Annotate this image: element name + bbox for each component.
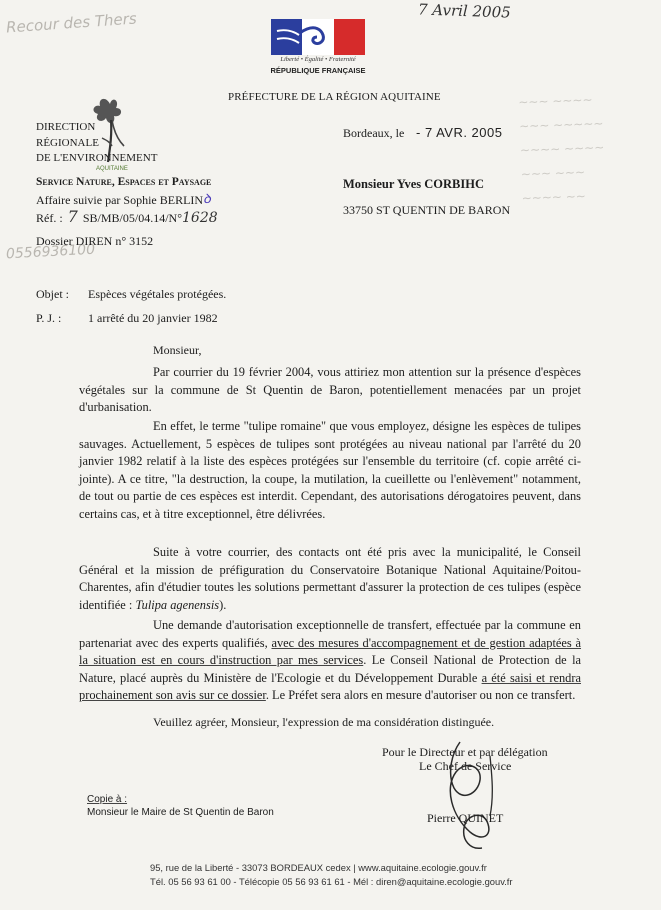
recipient-address: 33750 ST QUENTIN DE BARON <box>343 203 511 217</box>
handwritten-signature <box>430 736 530 856</box>
reference <box>36 207 218 226</box>
diren-region: AQUITAINE <box>96 166 128 172</box>
date-stamp: - 7 AVR. 2005 <box>416 125 503 140</box>
pencil-notes-right: ~~~ ~~~~ ~~~ ~~~~~ ~~~~ ~~~~ ~~~ ~~~ ~~~~ ~~ <box>518 92 605 206</box>
diren-name <box>36 120 157 167</box>
pj-value: 1 arrêté du 20 janvier 1982 <box>88 311 218 325</box>
republic-motto: Liberté • Égalité • Fraternité <box>280 56 356 63</box>
handwritten-date: 7 Avril 2005 <box>417 0 512 22</box>
ref-value: SB/MB/05/04.14/N° <box>82 211 183 225</box>
recipient-name: Monsieur Yves CORBIHC <box>343 177 484 191</box>
closing-formula: Veuillez agréer, Monsieur, l'expression de ma considération distinguée. <box>153 715 495 729</box>
signer-name: Pierre QUINET <box>427 811 504 825</box>
affaire-suivie: Affaire suivie par Sophie BERLIN <box>36 193 204 207</box>
salutation: Monsieur, <box>153 343 202 357</box>
prefecture-title: PRÉFECTURE DE LA RÉGION AQUITAINE <box>228 91 441 103</box>
footer-contact: Tél. 05 56 93 61 00 - Télécopie 05 56 93 61 61 - Mél : diren@aquitaine.ecologie.gouv.fr <box>150 876 513 887</box>
marianne-logo <box>271 19 365 55</box>
ref-label: Réf. : <box>36 211 63 225</box>
signature-line-2: Le Chef de Service <box>419 759 512 773</box>
species-name: Tulipa agenensis <box>135 597 220 612</box>
objet-label: Objet : <box>36 287 69 301</box>
copy-recipient: Monsieur le Maire de St Quentin de Baron <box>87 807 274 818</box>
footer-address: 95, rue de la Liberté - 33073 BORDEAUX cedex | www.aquitaine.ecologie.gouv.fr <box>150 862 487 873</box>
ref-handwritten-number: 1628 <box>182 210 218 226</box>
paragraph-4 <box>79 617 581 705</box>
paragraph-3 <box>79 544 581 614</box>
handwritten-slash-icon: 7 <box>67 207 78 226</box>
republic-label: RÉPUBLIQUE FRANÇAISE <box>270 66 366 75</box>
paragraph-1: Par courrier du 19 février 2004, vous attiriez mon attention sur la présence d'espèces végétales sur la commune de St Quentin de Baron, potentiellement menacées par un projet d'urbanisation. <box>79 365 581 415</box>
copy-label: Copie à : <box>87 794 128 805</box>
paragraph-4-part-b: . Le Conseil National de Protection de la Nature, placé auprès du Ministère de l'Ecologie et du Développement Durable <box>79 653 582 685</box>
paragraph-3-end: ). <box>219 597 227 612</box>
paragraph-2: En effet, le terme "tulipe romaine" que vous employez, désigne les espèces de tulipes sauvages. Actuellement, 5 espèces de tulipes sont protégées au niveau national par l'arrêté du 20 janvier 1982 relatif à la liste des espèces protégées sur l'ensemble du territoire (cf. copie arrêté ci-jointe). A ce titre, "la destruction, la coupe, la mutilation, la cueillette ou l'enlèvement" notamment, de tout ou partie de ces espèces est interdit. Cependant, des autorisations dérogatoires peuvent, dans certains cas, et à titre exceptionnel, être délivrées. <box>79 419 581 521</box>
handwritten-mark-icon: ꝺ <box>203 192 211 207</box>
paragraph-4-part-c: . Le Préfet sera alors en mesure d'autoriser ou non ce transfert. <box>265 688 576 703</box>
paragraph-4-part-a: Une demande d'autorisation exceptionnelle de transfert, effectuée par la commune en partenariat avec des experts qualifiés, <box>79 618 581 650</box>
paragraph-4-underlined-2: a été saisi et rendra prochainement son avis sur ce dossier <box>79 670 581 703</box>
marianne-flag-icon <box>271 19 365 55</box>
signature-scribble-icon <box>430 736 530 856</box>
objet-value: Espèces végétales protégées. <box>88 287 227 301</box>
dossier-number: Dossier DIREN n° 3152 <box>36 234 154 248</box>
paragraph-4-underlined-1: avec des mesures d'accompagnement et de gestion adaptées à la situation est en cours d'instruction par mes services <box>79 635 582 668</box>
pencil-note-top-left: Recour des Thers <box>5 9 138 37</box>
service-name: Service Nature, Espaces et Paysage <box>36 176 212 188</box>
diren-line-2: RÉGIONALE <box>36 136 99 149</box>
diren-line-3: DE L'ENVIRONNEMENT <box>36 152 158 164</box>
pencil-phone-number: 0556936100 <box>5 241 96 263</box>
place-label: Bordeaux, le <box>343 126 405 140</box>
pj-label: P. J. : <box>36 311 62 325</box>
diren-line-1: DIRECTION <box>36 121 96 133</box>
signature-line-1: Pour le Directeur et par délégation <box>382 745 548 759</box>
paragraph-3-text: Suite à votre courrier, des contacts ont été pris avec la municipalité, le Conseil Général et la mission de préfiguration du Conservatoire Botanique National Aquitaine/Poitou-Charentes, afin d'étudier toutes les solutions permettant d'assurer la protection de ces tulipes (espèce identifiée : <box>79 545 581 612</box>
